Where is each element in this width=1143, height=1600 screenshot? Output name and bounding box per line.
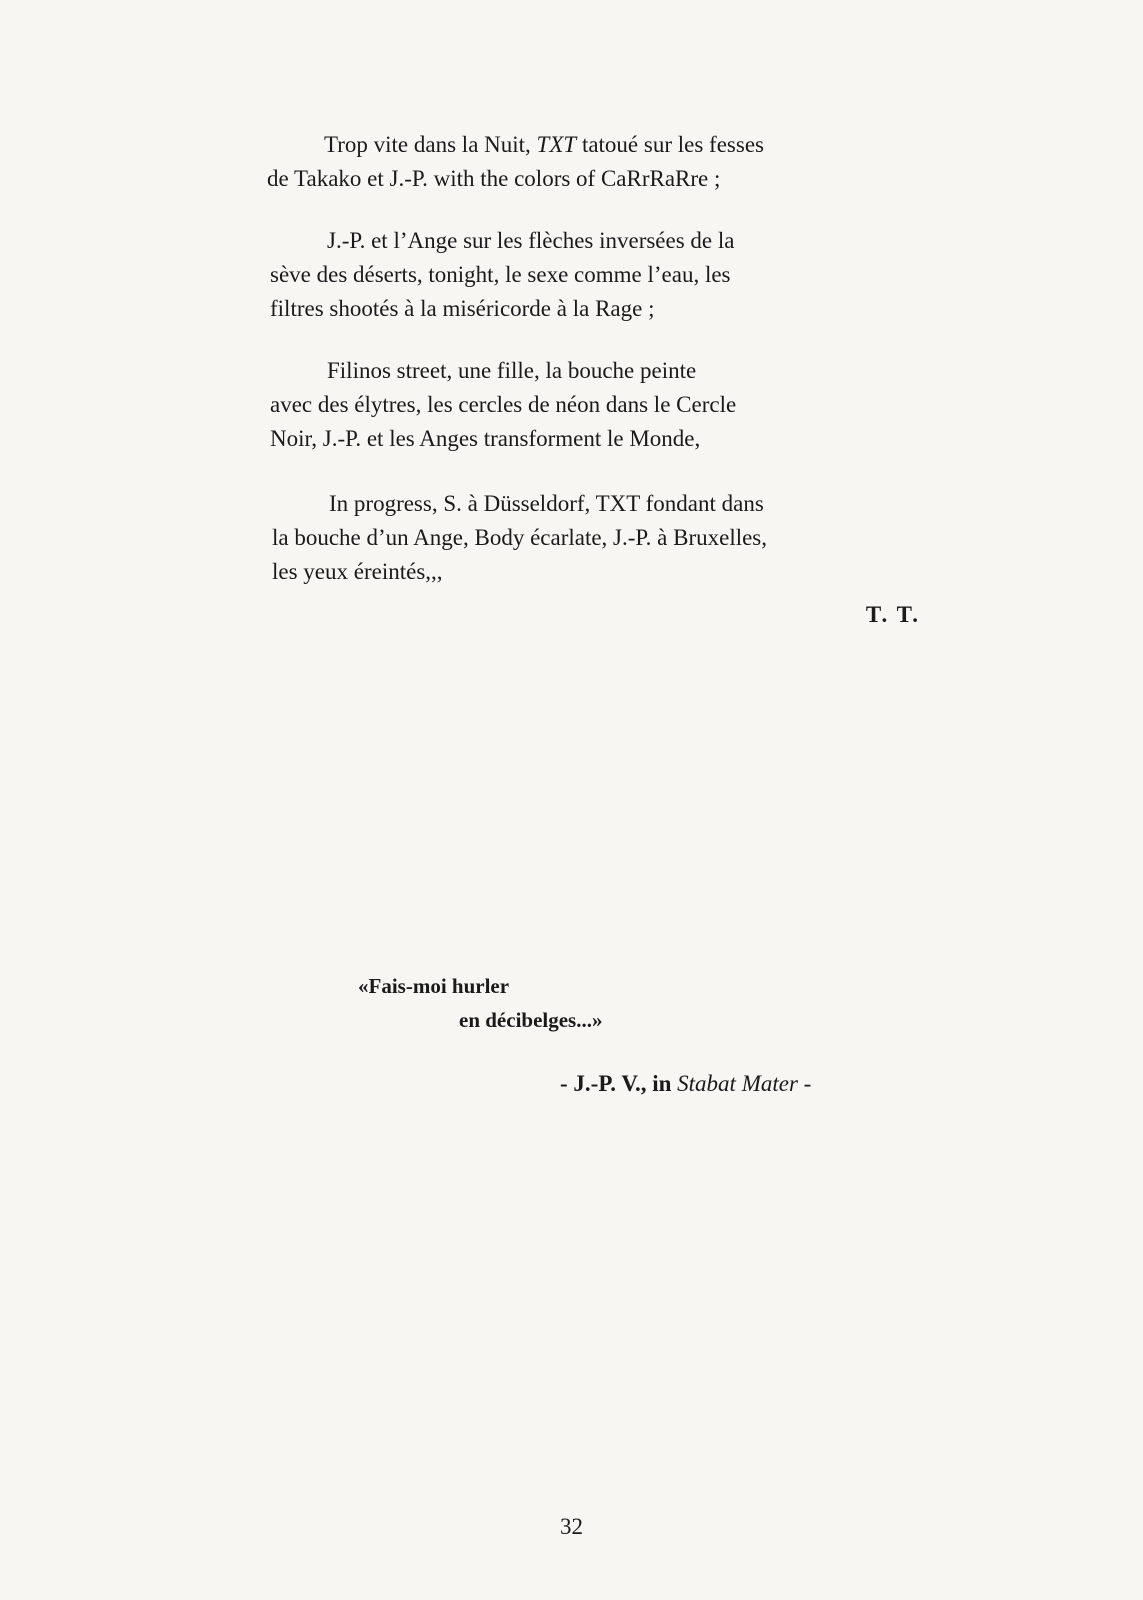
poem-line: Noir, J.-P. et les Anges transforment le Monde, xyxy=(270,426,701,451)
stanza-4 xyxy=(272,487,767,589)
poem-line: J.-P. et l’Ange sur les flèches inversées de la xyxy=(327,228,735,253)
poem-line: la bouche d’un Ange, Body écarlate, J.-P. à Bruxelles, xyxy=(272,525,768,550)
attribution-author: - J.-P. V., in xyxy=(560,1071,678,1096)
attribution-suffix: - xyxy=(797,1071,812,1096)
epigraph-line-2: en décibelges...» xyxy=(459,1008,603,1032)
stanza-3 xyxy=(270,354,736,456)
epigraph-attribution xyxy=(560,1071,811,1097)
stanza-1 xyxy=(267,128,764,196)
signature: T. T. xyxy=(865,602,920,627)
emphasis-txt: TXT xyxy=(536,132,577,157)
poem-line: filtres shootés à la miséricorde à la Rage ; xyxy=(270,296,655,321)
poem-line: de Takako et J.-P. with the colors of CaRrRaRre ; xyxy=(267,166,721,191)
poem-line: Trop vite dans la Nuit, TXT tatoué sur les fesses xyxy=(324,132,764,157)
poem-line: In progress, S. à Düsseldorf, TXT fondant dans xyxy=(329,491,764,516)
stanza-2 xyxy=(270,224,735,326)
poem-line: les yeux éreintés,,, xyxy=(272,559,443,584)
attribution-work-title: Stabat Mater xyxy=(677,1071,798,1096)
epigraph-line-1: «Fais-moi hurler xyxy=(358,974,510,998)
poem-line: sève des déserts, tonight, le sexe comme l’eau, les xyxy=(270,262,731,287)
page-number: 32 xyxy=(560,1514,583,1539)
poem-line: Filinos street, une fille, la bouche peinte xyxy=(327,358,697,383)
poem-line: avec des élytres, les cercles de néon dans le Cercle xyxy=(270,392,737,417)
